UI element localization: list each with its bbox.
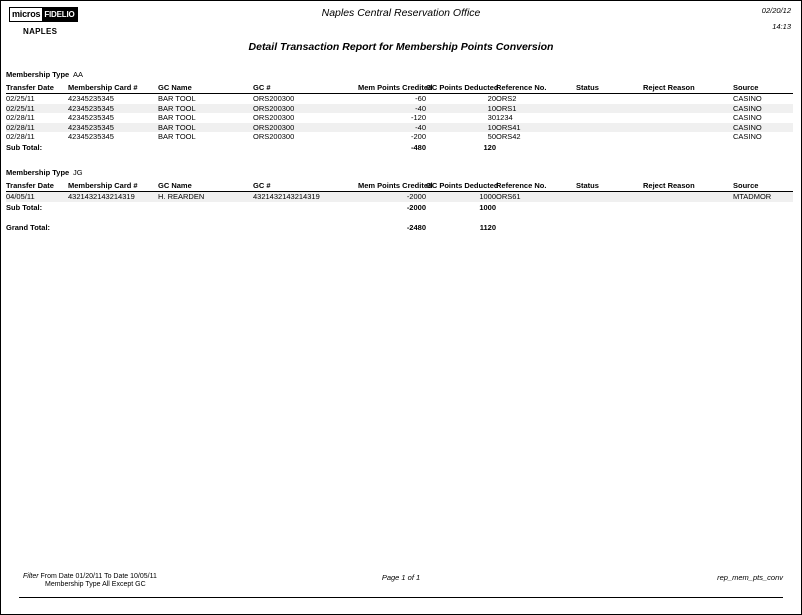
cell-gc-number: ORS200300: [253, 94, 358, 104]
cell-reference-no: ORS1: [496, 104, 576, 114]
grand-total-row: [6, 222, 793, 233]
cell-gc-number: 4321432143214319: [253, 191, 358, 201]
cell-reject-reason: [643, 132, 733, 142]
cell-mem-points-credited: -40: [358, 104, 426, 114]
cell-gc-number: ORS200300: [253, 104, 358, 114]
cell-source: CASINO: [733, 104, 793, 114]
col-gc-name: GC Name: [158, 81, 253, 94]
col-mem-points-credited: Mem Points Credited: [358, 83, 433, 92]
cell-source: CASINO: [733, 132, 793, 142]
col-reference-no: Reference No.: [496, 179, 576, 192]
cell-gc-points-deducted: 30: [426, 113, 496, 123]
subtotal-label: Sub Total:: [6, 202, 358, 213]
cell-mem-points-credited: -200: [358, 132, 426, 142]
cell-gc-points-deducted: 10: [426, 123, 496, 133]
col-mem-points-credited: Mem Points Credited: [358, 180, 433, 190]
subtotal-blank-ref: [496, 142, 576, 153]
report-body: [6, 69, 793, 233]
property-name: NAPLES: [23, 27, 58, 36]
cell-reference-no: ORS42: [496, 132, 576, 142]
group-header: [6, 69, 793, 81]
cell-source: MTADMOR: [733, 191, 793, 201]
table-header-row: [6, 179, 793, 192]
cell-gc-number: ORS200300: [253, 123, 358, 133]
cell-membership-card: 42345235345: [68, 132, 158, 142]
cell-gc-name: BAR TOOL: [158, 113, 253, 123]
cell-reference-no: ORS41: [496, 123, 576, 133]
cell-membership-card: 42345235345: [68, 94, 158, 104]
cell-reject-reason: [643, 123, 733, 133]
table-row: [6, 191, 793, 201]
subtotal-blank-ref: [496, 202, 576, 213]
header-date: 02/20/12: [761, 6, 791, 15]
col-gc-points-deducted: GC Points Deducted: [426, 83, 499, 92]
subtotal-blank-reject: [643, 202, 733, 213]
subtotal-blank-source: [733, 142, 793, 153]
transactions-table: [6, 179, 793, 233]
col-gc-number: GC #: [253, 179, 358, 192]
cell-transfer-date: 02/25/11: [6, 94, 68, 104]
cell-source: CASINO: [733, 94, 793, 104]
cell-membership-card: 42345235345: [68, 113, 158, 123]
cell-source: CASINO: [733, 123, 793, 133]
cell-reference-no: 1234: [496, 113, 576, 123]
footer-divider: [19, 597, 783, 598]
col-source: Source: [733, 81, 793, 94]
cell-status: [576, 191, 643, 201]
cell-transfer-date: 04/05/11: [6, 191, 68, 201]
grand-total-label: Grand Total:: [6, 222, 358, 233]
group-header: [6, 167, 793, 179]
subtotal-label: Sub Total:: [6, 142, 358, 153]
subtotal-blank-status: [576, 202, 643, 213]
cell-gc-name: BAR TOOL: [158, 123, 253, 133]
cell-gc-points-deducted: 20: [426, 94, 496, 104]
cell-transfer-date: 02/28/11: [6, 123, 68, 133]
logo-fidelio-text: FIDELIO: [42, 8, 77, 21]
cell-status: [576, 132, 643, 142]
cell-reference-no: ORS61: [496, 191, 576, 201]
cell-gc-number: ORS200300: [253, 113, 358, 123]
col-status: Status: [576, 81, 643, 94]
col-transfer-date: Transfer Date: [6, 179, 68, 192]
col-gc-name: GC Name: [158, 179, 253, 192]
subtotal-row: [6, 202, 793, 213]
table-header-row: [6, 81, 793, 94]
cell-mem-points-credited: -2000: [358, 191, 426, 201]
cell-reject-reason: [643, 104, 733, 114]
table-row: [6, 94, 793, 104]
subtotal-mem-points-credited: -2000: [358, 202, 426, 213]
col-source: Source: [733, 179, 793, 192]
grand-total-blank-reject: [643, 222, 733, 233]
table-row: [6, 132, 793, 142]
col-reject-reason: Reject Reason: [643, 81, 733, 94]
cell-gc-name: H. REARDEN: [158, 191, 253, 201]
cell-gc-points-deducted: 50: [426, 132, 496, 142]
grand-total-blank-ref: [496, 222, 576, 233]
table-row: [6, 113, 793, 123]
subtotal-blank-status: [576, 142, 643, 153]
grand-total-blank-source: [733, 222, 793, 233]
filter-date-range: From Date 01/20/11 To Date 10/05/11: [40, 573, 157, 580]
subtotal-gc-points-deducted: 1000: [426, 202, 496, 213]
cell-reject-reason: [643, 113, 733, 123]
group-value: JG: [73, 167, 83, 177]
cell-gc-number: ORS200300: [253, 132, 358, 142]
report-id: rep_mem_pts_conv: [717, 573, 783, 582]
col-membership-card: Membership Card #: [68, 179, 158, 192]
col-gc-points-deducted: GC Points Deducted: [426, 180, 499, 190]
col-transfer-date: Transfer Date: [6, 81, 68, 94]
grand-total-blank-status: [576, 222, 643, 233]
table-row: [6, 123, 793, 133]
filter-label: Filter: [23, 573, 39, 580]
col-membership-card: Membership Card #: [68, 81, 158, 94]
col-gc-number: GC #: [253, 81, 358, 94]
subtotal-blank-source: [733, 202, 793, 213]
cell-reject-reason: [643, 191, 733, 201]
cell-status: [576, 94, 643, 104]
transactions-table: [6, 81, 793, 153]
cell-source: CASINO: [733, 113, 793, 123]
logo-micros-text: micros: [12, 9, 41, 19]
col-status: Status: [576, 179, 643, 192]
filter-line-2: Membership Type All Except GC: [45, 581, 146, 588]
subtotal-row: [6, 142, 793, 153]
cell-status: [576, 104, 643, 114]
header-time: 14:13: [772, 22, 791, 31]
col-reject-reason: Reject Reason: [643, 179, 733, 192]
grand-total-gc-points-deducted: 1120: [426, 222, 496, 233]
membership-group-jg: [6, 167, 793, 233]
cell-status: [576, 123, 643, 133]
page-title: Detail Transaction Report for Membership Points Conversion: [248, 41, 554, 53]
cell-gc-points-deducted: 10: [426, 104, 496, 114]
grand-total-mem-points-credited: -2480: [358, 222, 426, 233]
cell-reject-reason: [643, 94, 733, 104]
group-value: AA: [73, 70, 84, 79]
spacer-cell: [6, 213, 793, 222]
group-label: Membership Type: [6, 70, 70, 79]
group-label: Membership Type: [6, 167, 70, 177]
group-separator: [6, 153, 793, 167]
cell-mem-points-credited: -40: [358, 123, 426, 133]
cell-gc-points-deducted: 1000: [426, 191, 496, 201]
cell-membership-card: 42345235345: [68, 123, 158, 133]
cell-mem-points-credited: -120: [358, 113, 426, 123]
cell-gc-name: BAR TOOL: [158, 104, 253, 114]
office-title: Naples Central Reservation Office: [321, 7, 481, 19]
cell-gc-name: BAR TOOL: [158, 132, 253, 142]
cell-membership-card: 42345235345: [68, 104, 158, 114]
cell-status: [576, 113, 643, 123]
col-reference-no: Reference No.: [496, 81, 576, 94]
cell-mem-points-credited: -60: [358, 94, 426, 104]
subtotal-blank-reject: [643, 142, 733, 153]
cell-membership-card: 4321432143214319: [68, 191, 158, 201]
page-number: Page 1 of 1: [381, 573, 421, 582]
cell-transfer-date: 02/28/11: [6, 113, 68, 123]
cell-reference-no: ORS2: [496, 94, 576, 104]
cell-transfer-date: 02/25/11: [6, 104, 68, 114]
subtotal-gc-points-deducted: 120: [426, 142, 496, 153]
cell-transfer-date: 02/28/11: [6, 132, 68, 142]
subtotal-mem-points-credited: -480: [358, 142, 426, 153]
cell-gc-name: BAR TOOL: [158, 94, 253, 104]
total-spacer-row: [6, 213, 793, 222]
membership-group-aa: [6, 69, 793, 153]
table-row: [6, 104, 793, 114]
